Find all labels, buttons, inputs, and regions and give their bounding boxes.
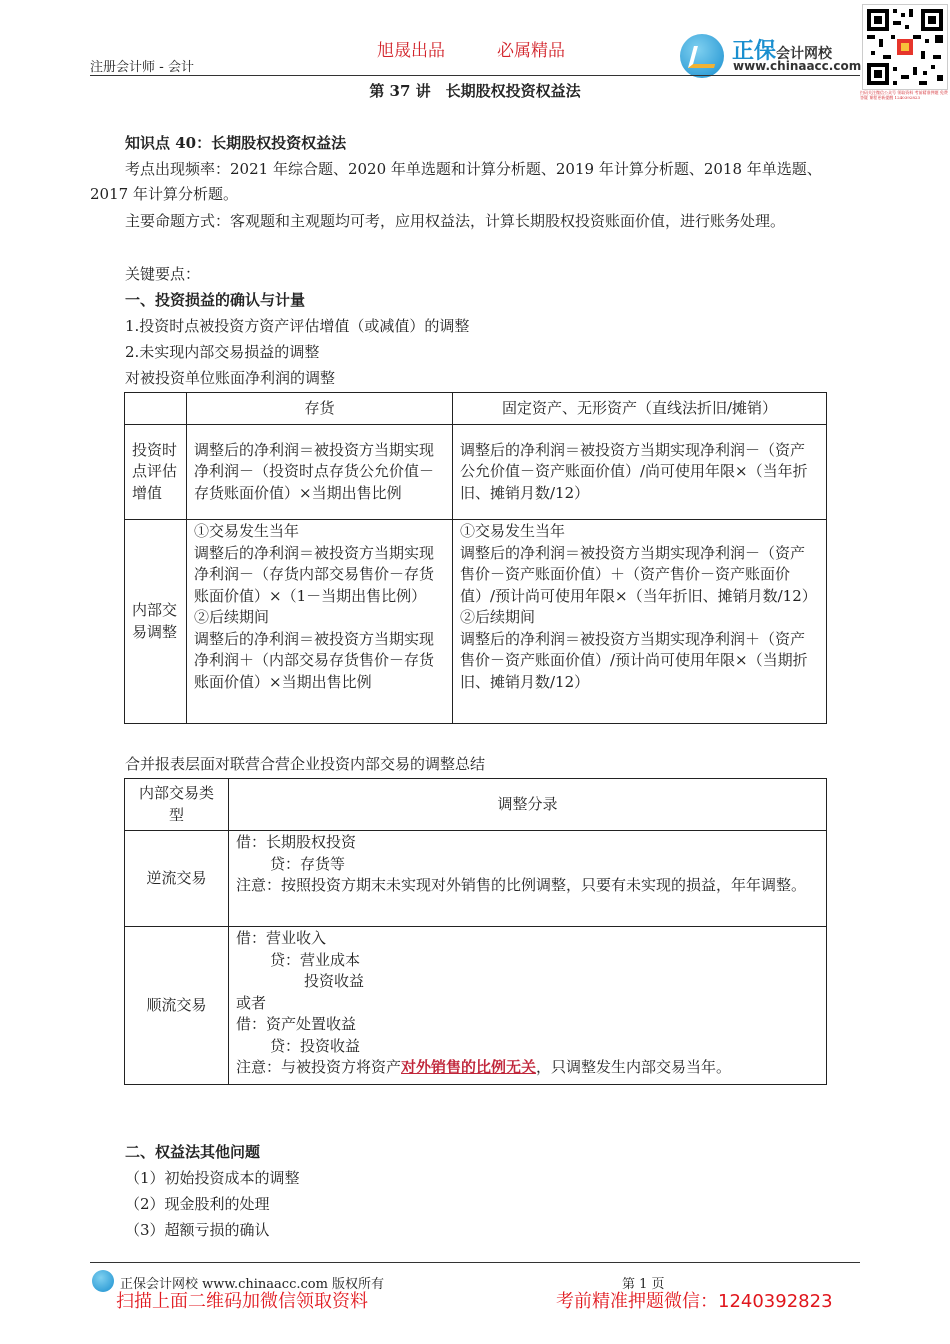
logo-text: 正保会计网校 [732, 39, 833, 64]
internal-fixed-cell [453, 520, 827, 724]
header-divider [90, 75, 860, 76]
downstream-credit-cost: 贷：营业成本 [270, 950, 361, 969]
downstream-entry [229, 927, 827, 1085]
slogan-2: 必属精品 [497, 41, 565, 61]
downstream-debit-revenue: 借：营业收入 [236, 929, 327, 947]
promo-right: 考前精准押题微信：1240392823 [556, 1291, 833, 1312]
frequency-line-1: 考点出现频率：2021 年综合题、2020 年单选题和计算分析题、2019 年计算分析题、2018 年单选题、 [125, 160, 822, 178]
fixed-later-label: ②后续期间 [460, 608, 536, 626]
internal-inventory-cell [187, 520, 453, 724]
fixed-year-formula: 调整后的净利润＝被投资方当期实现净利润－（资产售价－资产账面价值）＋（资产售价－资产账面价值）/预计尚可使用年限×（当年折旧、摊销月数/12） [460, 543, 817, 605]
appraisal-inventory-cell: 调整后的净利润＝被投资方当期实现净利润－（投资时点存货公允价值－存货账面价值）×当期出售比例 [187, 425, 453, 520]
section-2-heading: 二、权益法其他问题 [125, 1143, 261, 1161]
inventory-later-formula: 调整后的净利润＝被投资方当期实现净利润＋（内部交易存货售价－存货账面价值）×当期出售比例 [194, 629, 435, 691]
sec2-item-3: （3）超额亏损的确认 [125, 1221, 270, 1239]
subject-label: 注册会计师 - 会计 [90, 60, 194, 75]
inventory-later-label: ②后续期间 [194, 608, 270, 626]
knowledge-point-title: 知识点 40：长期股权投资权益法 [125, 134, 347, 152]
page-number: 第 1 页 [622, 1277, 665, 1292]
item-1: 1.投资时点被投资方资产评估增值（或减值）的调整 [125, 317, 470, 335]
lecture-title: 第 37 讲 长期股权投资权益法 [369, 82, 581, 100]
net-profit-adjustment-table [124, 392, 827, 724]
item-2: 2.未实现内部交易损益的调整 [125, 343, 320, 361]
downstream-credit-income: 投资收益 [304, 972, 365, 990]
fixed-later-formula: 调整后的净利润＝被投资方当期实现净利润＋（资产售价－资产账面价值）/预计尚可使用年限×（当期折旧、摊销月数/12） [460, 629, 808, 691]
row-label-internal-trade: 内部交易调整 [125, 520, 187, 724]
downstream-or: 或者 [236, 993, 267, 1012]
table-2-caption: 合并报表层面对联营合营企业投资内部交易的调整总结 [125, 755, 486, 773]
row-label-appraisal: 投资时点评估增值 [125, 425, 187, 520]
header-inventory: 存货 [187, 393, 453, 425]
footer-logo-icon [92, 1270, 114, 1292]
footer-copyright: 正保会计网校 www.chinaacc.com 版权所有 [120, 1277, 385, 1292]
appraisal-fixed-cell: 调整后的净利润＝被投资方当期实现净利润－（资产公允价值－资产账面价值）/尚可使用年限×（当年折旧、摊销月数/12） [453, 425, 827, 520]
logo-url: www.chinaacc.com [733, 59, 862, 73]
inventory-year-formula: 调整后的净利润＝被投资方当期实现净利润－（存货内部交易售价－存货账面价值）×（1－当期出售比例） [194, 543, 435, 605]
consolidation-adjustment-table [124, 778, 827, 1085]
downstream-note: 注意：与被投资方将资产对外销售的比例无关，只调整发生内部交易当年。 [236, 1058, 732, 1076]
qr-note: 扫码关注微信公众号 领取资料 考前精准押题 免费答疑 课程更新提醒 1240392823 [860, 90, 948, 100]
qr-code-icon [862, 4, 948, 90]
header-fixed-assets: 固定资产、无形资产（直线法折旧/摊销） [453, 393, 827, 425]
table-1-corner [125, 393, 187, 425]
inventory-year-label: ①交易发生当年 [194, 522, 300, 540]
question-mode: 主要命题方式：客观题和主观题均可考，应用权益法，计算长期股权投资账面价值，进行账务处理。 [125, 212, 786, 230]
upstream-label: 逆流交易 [125, 831, 229, 927]
upstream-debit: 借：长期股权投资 [236, 833, 357, 851]
sec2-item-1: （1）初始投资成本的调整 [125, 1169, 300, 1187]
upstream-note: 注意：按照投资方期末未实现对外销售的比例调整，只要有未实现的损益，年年调整。 [236, 876, 807, 894]
frequency-line-2: 2017 年计算分析题。 [90, 185, 238, 203]
highlight-text: 对外销售的比例无关 [401, 1058, 537, 1076]
downstream-debit-disposal: 借：资产处置收益 [236, 1015, 357, 1033]
upstream-entry [229, 831, 827, 927]
table-1-caption: 对被投资单位账面净利润的调整 [125, 369, 336, 387]
section-1-heading: 一、投资损益的确认与计量 [125, 291, 306, 309]
promo-left: 扫描上面二维码加微信领取资料 [116, 1291, 368, 1312]
header-trade-type: 内部交易类型 [125, 779, 229, 831]
header-adjusting-entry: 调整分录 [229, 779, 827, 831]
slogan-1: 旭晟出品 [377, 41, 445, 61]
key-points-label: 关键要点： [125, 265, 201, 283]
sec2-item-2: （2）现金股利的处理 [125, 1195, 270, 1213]
downstream-credit-investment: 贷：投资收益 [270, 1036, 361, 1055]
upstream-credit: 贷：存货等 [270, 854, 346, 873]
logo-icon [680, 34, 724, 78]
footer-divider [90, 1262, 860, 1263]
downstream-label: 顺流交易 [125, 927, 229, 1085]
fixed-year-label: ①交易发生当年 [460, 522, 566, 540]
